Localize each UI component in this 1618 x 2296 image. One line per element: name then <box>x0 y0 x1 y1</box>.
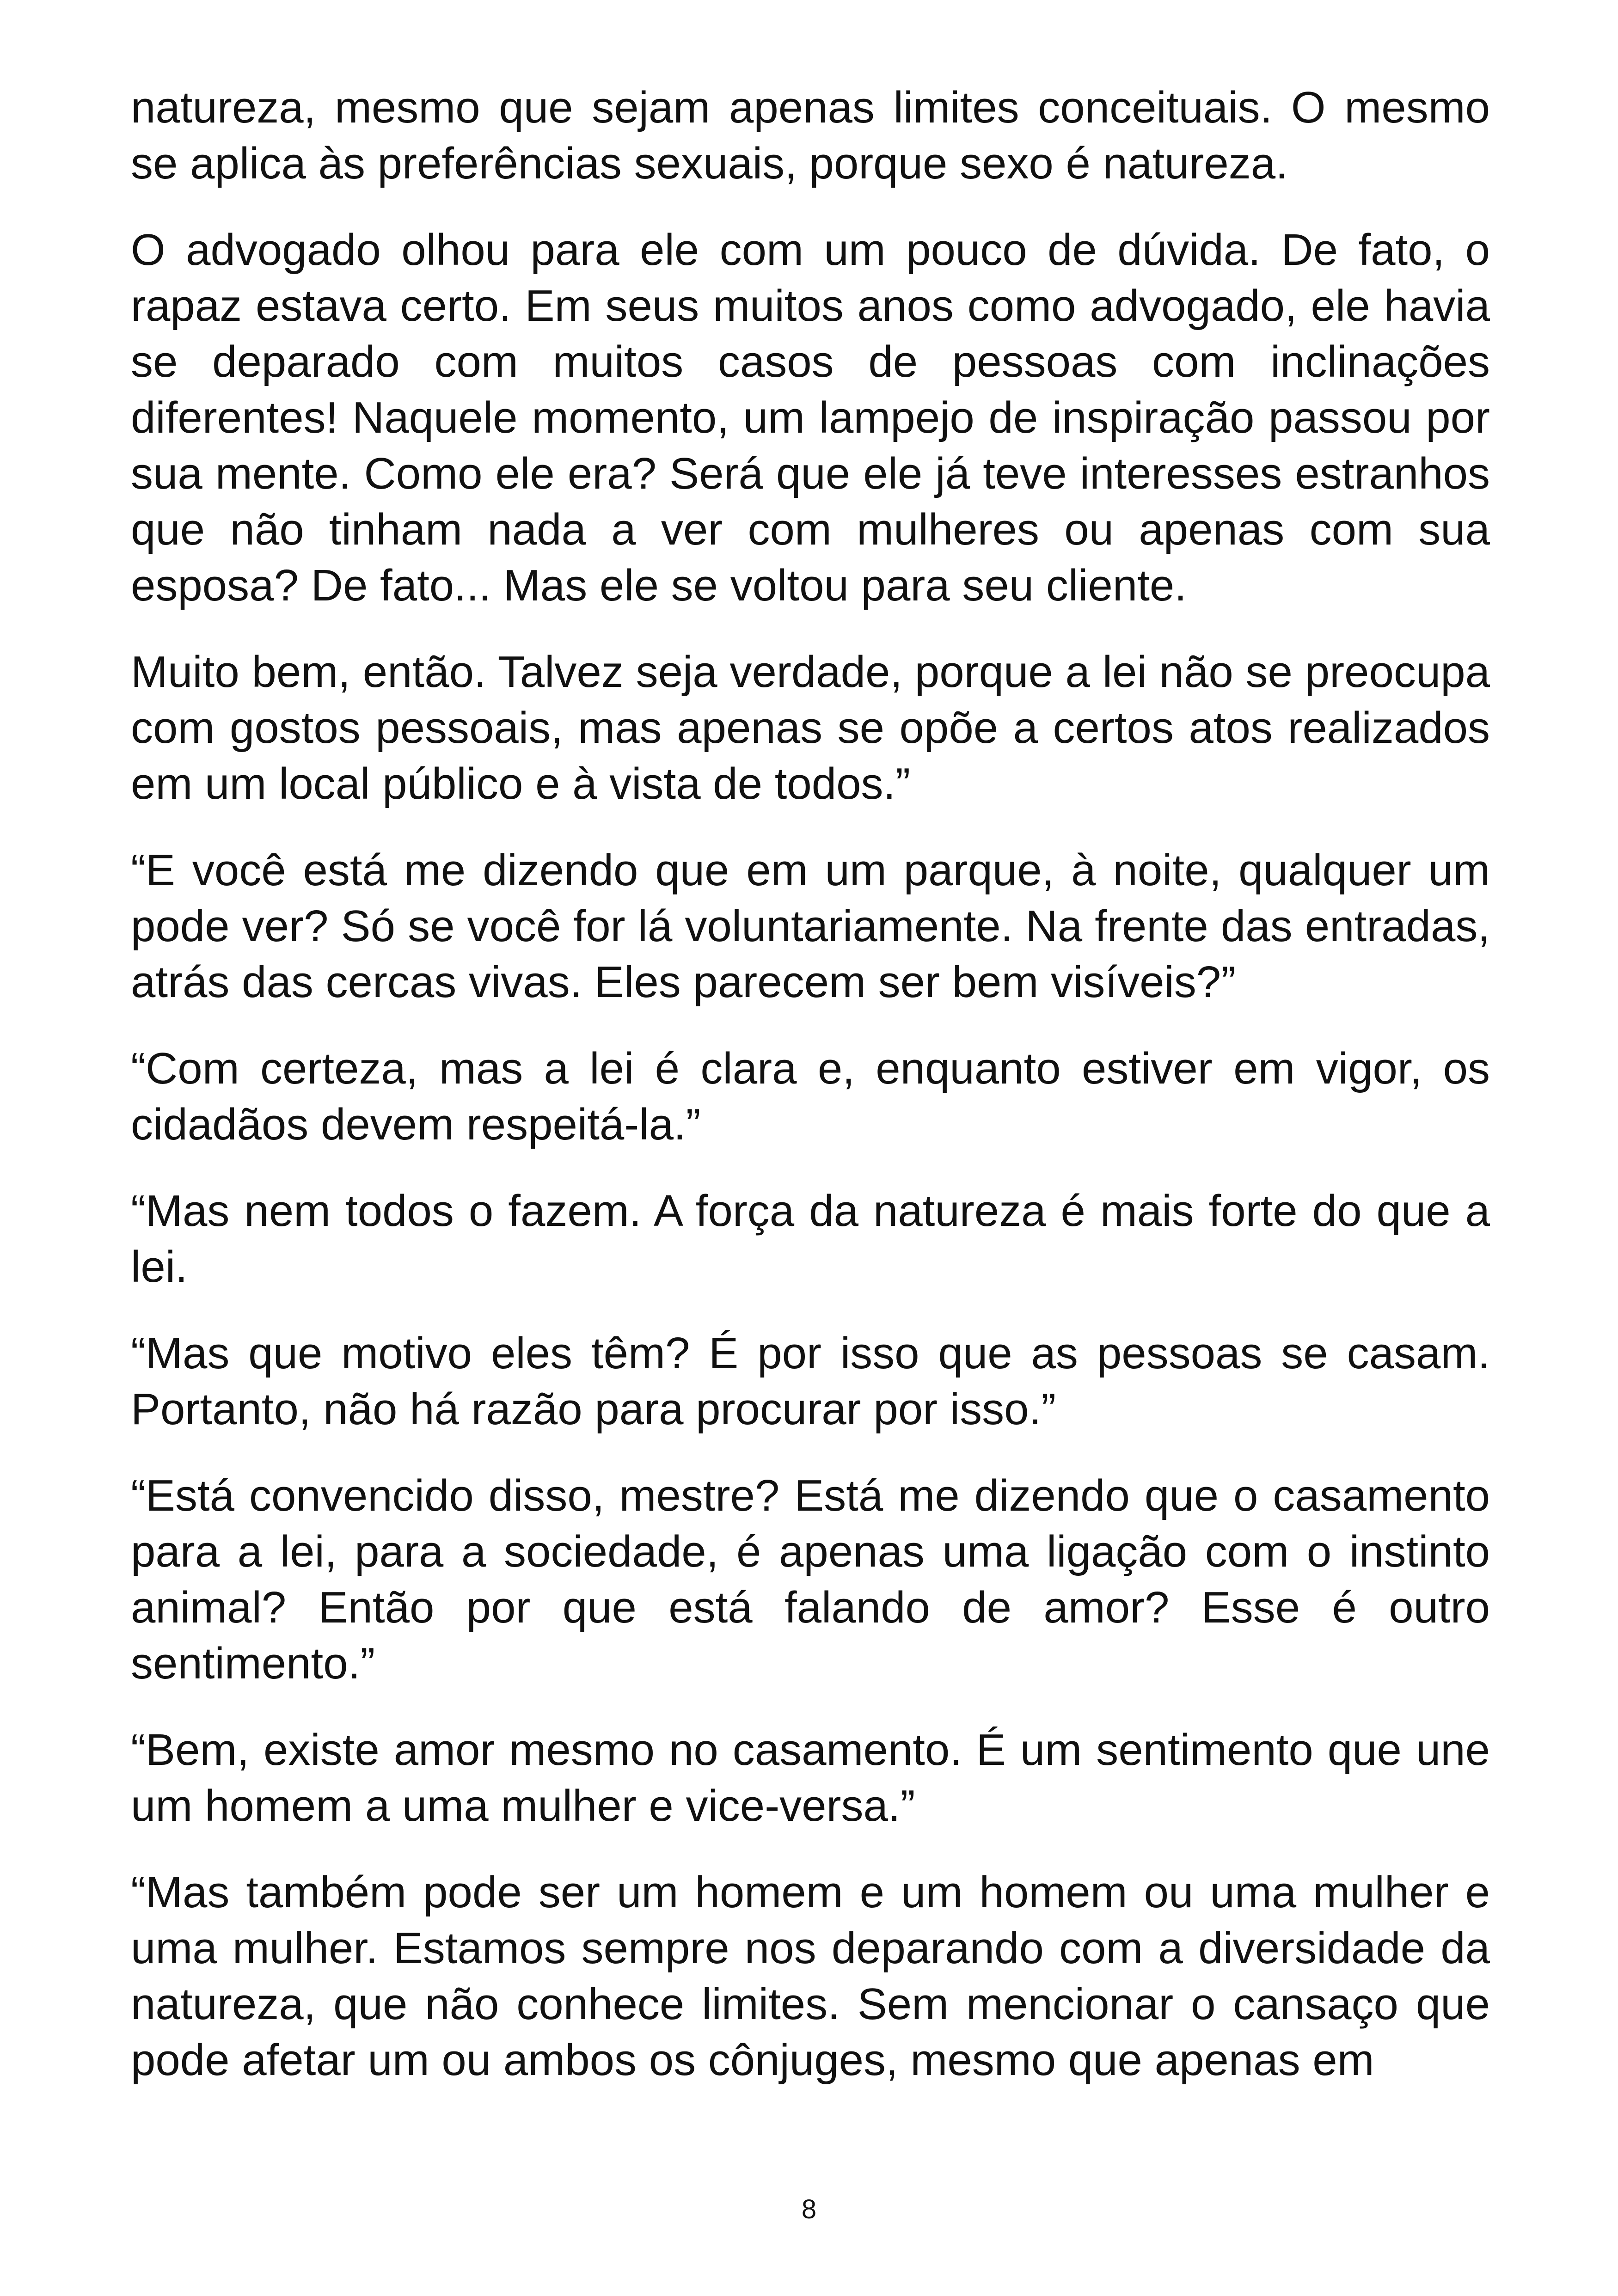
paragraph: “Mas nem todos o fazem. A força da natureza é mais forte do que a lei. <box>131 1186 1490 1292</box>
paragraph: Muito bem, então. Talvez seja verdade, porque a lei não se preocupa com gostos pessoais, mas apenas se opõe a certos atos realizados em um local público e à vista de todos.” <box>131 647 1490 808</box>
paragraph: O advogado olhou para ele com um pouco de dúvida. De fato, o rapaz estava certo. Em seus muitos anos como advogado, ele havia se deparado com muitos casos de pessoas com inclinações diferentes! Naquele momento, um lampejo de inspiração passou por sua mente. Como ele era? Será que ele já teve interesses estranhos que não tinham nada a ver com mulheres ou apenas com sua esposa? De fato... Mas ele se voltou para seu cliente. <box>131 225 1490 610</box>
paragraph: natureza, mesmo que sejam apenas limites conceituais. O mesmo se aplica às preferências sexuais, porque sexo é natureza. <box>131 83 1490 188</box>
paragraph: “Bem, existe amor mesmo no casamento. É um sentimento que une um homem a uma mulher e vice-versa.” <box>131 1725 1490 1831</box>
paragraph: “Mas que motivo eles têm? É por isso que as pessoas se casam. Portanto, não há razão para procurar por isso.” <box>131 1329 1490 1434</box>
paragraph: “Mas também pode ser um homem e um homem ou uma mulher e uma mulher. Estamos sempre nos deparando com a diversidade da natureza, que não conhece limites. Sem mencionar o cansaço que pode afetar um ou ambos os cônjuges, mesmo que apenas em <box>131 1867 1490 2085</box>
paragraph: “Está convencido disso, mestre? Está me dizendo que o casamento para a lei, para a sociedade, é apenas uma ligação com o instinto animal? Então por que está falando de amor? Esse é outro sentimento.” <box>131 1471 1490 1688</box>
body-text <box>131 80 1490 2088</box>
paragraph: “E você está me dizendo que em um parque, à noite, qualquer um pode ver? Só se você for lá voluntariamente. Na frente das entradas, atrás das cercas vivas. Eles parecem ser bem visíveis?” <box>131 845 1490 1007</box>
page-number: 8 <box>801 2194 817 2224</box>
paragraph: “Com certeza, mas a lei é clara e, enquanto estiver em vigor, os cidadãos devem respeitá-la.” <box>131 1044 1490 1149</box>
